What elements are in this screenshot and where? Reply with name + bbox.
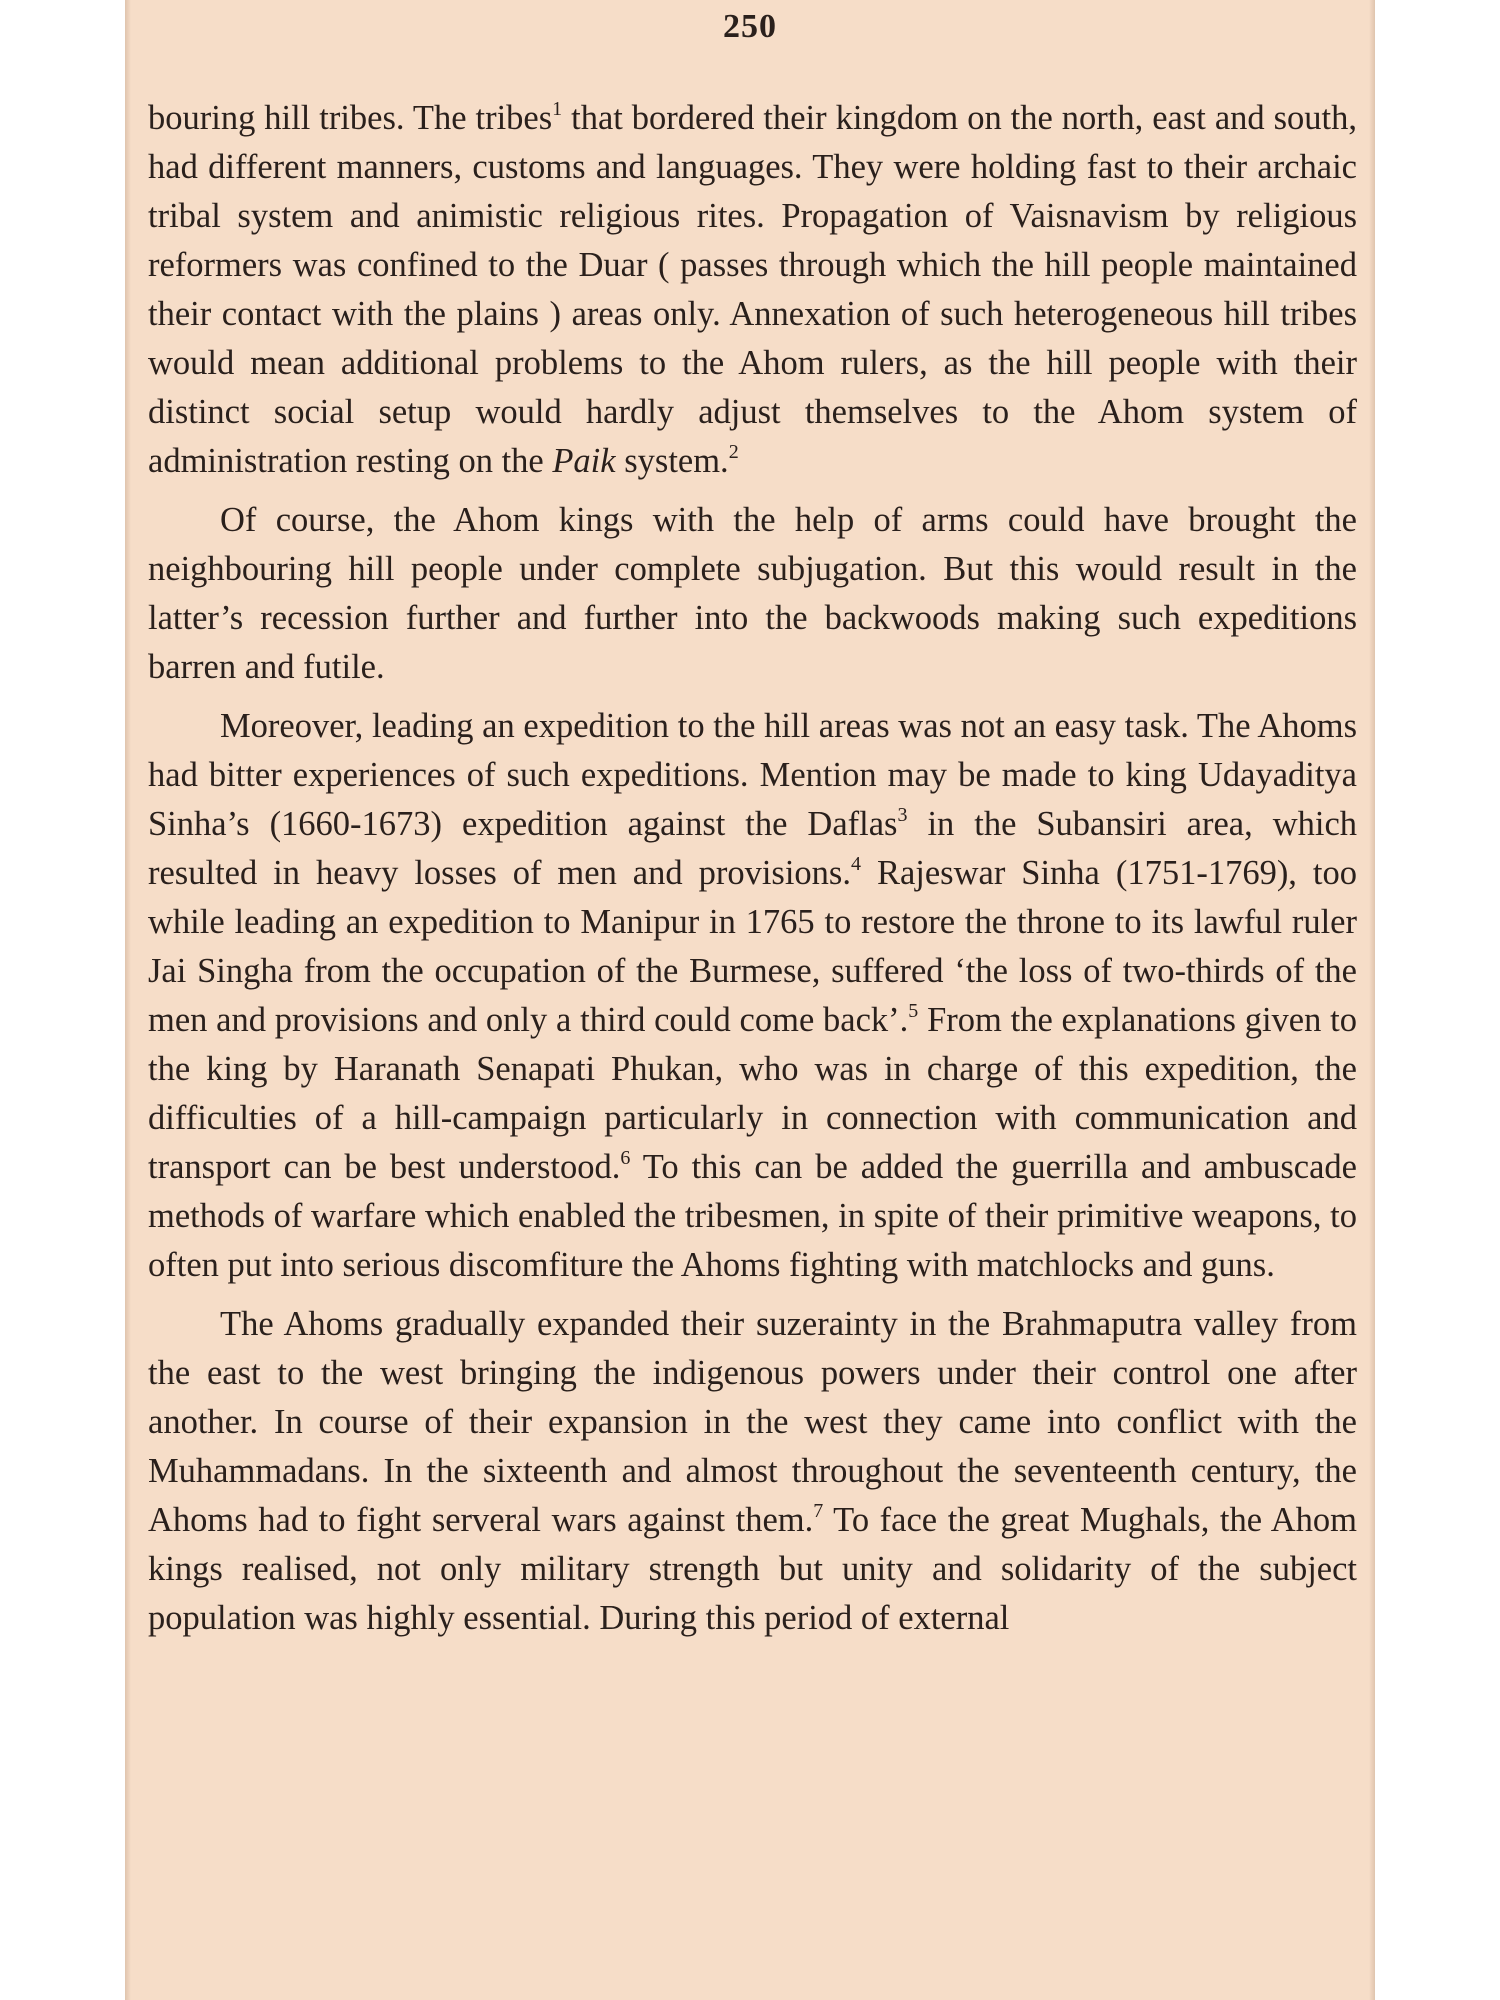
footnote-ref: 2 — [728, 440, 739, 463]
text-run: in the Subansiri area, which resulted in heavy losses of men and provisions. — [148, 805, 1358, 892]
text-run: To face the great Mughals, the Ahom kings realised, not only military strength but unity and solidarity of the subject population was highly essential. During this period of external — [148, 1501, 1357, 1637]
body-text — [148, 94, 1357, 1643]
text-run: bouring hill tribes. The tribes — [148, 99, 553, 137]
text-run: Moreover, leading an expedition to the hill areas was not an easy task. The Ahoms had bitter experiences of such expeditions. Mention may be made to king Udayaditya Sinha’s (1660-1673) expedition against the Daflas — [148, 707, 1357, 843]
footnote-ref: 6 — [620, 1146, 631, 1169]
italic-term: Paik — [552, 442, 616, 480]
footnote-ref: 5 — [908, 999, 919, 1022]
text-run: Of course, the Ahom kings with the help of arms could have brought the neighbouring hill people under complete subjugation. But this would result in the latter’s recession further and further into the backwoods making such expeditions barren and futile. — [148, 501, 1357, 686]
text-run: system. — [615, 442, 729, 480]
page-edge-left — [125, 0, 131, 2000]
paragraph — [148, 496, 1357, 692]
footnote-ref: 7 — [813, 1499, 824, 1522]
text-run: Rajeswar Sinha (1751-1769), too while leading an expedition to Manipur in 1765 to restore the throne to its lawful ruler Jai Singha from the occupation of the Burmese, suffered ‘the loss of two-thirds of the men and provisions and only a third could come back’. — [148, 854, 1357, 1039]
text-run: To this can be added the guerrilla and ambuscade methods of warfare which enabled the tribesmen, in spite of their primitive weapons, to often put into serious discomfiture the Ahoms fighting with matchlocks and guns. — [148, 1148, 1357, 1284]
footnote-ref: 3 — [897, 803, 908, 826]
page-edge-right — [1369, 0, 1375, 2000]
book-page — [125, 0, 1375, 2000]
text-run: The Ahoms gradually expanded their suzerainty in the Brahmaputra valley from the east to the west bringing the indigenous powers under their control one after another. In course of their expansion in the west they came into conflict with the Muhammadans. In the sixteenth and almost throughout the seventeenth century, the Ahoms had to fight serveral wars against them. — [148, 1305, 1357, 1539]
paragraph — [148, 702, 1357, 1290]
footnote-ref: 4 — [850, 852, 861, 875]
footnote-ref: 1 — [552, 97, 563, 120]
paragraph — [148, 1300, 1357, 1643]
page-number: 250 — [723, 8, 777, 45]
paragraph — [148, 94, 1357, 486]
text-run: that bordered their kingdom on the north, east and south, had different manners, customs and languages. They were holding fast to their archaic tribal system and animistic religious rites. Propagation of Vaisnavism by religious reformers was confined to the Duar ( passes through which the hill people maintained their contact with the plains ) areas only. Annexation of such heterogeneous hill tribes would mean additional problems to the Ahom rulers, as the hill people with their distinct social setup would hardly adjust themselves to the Ahom system of administration resting on the — [148, 99, 1357, 480]
text-run: From the explanations given to the king by Haranath Senapati Phukan, who was in charge of this expedition, the difficulties of a hill-campaign particularly in connection with communication and transport can be best understood. — [148, 1001, 1357, 1186]
